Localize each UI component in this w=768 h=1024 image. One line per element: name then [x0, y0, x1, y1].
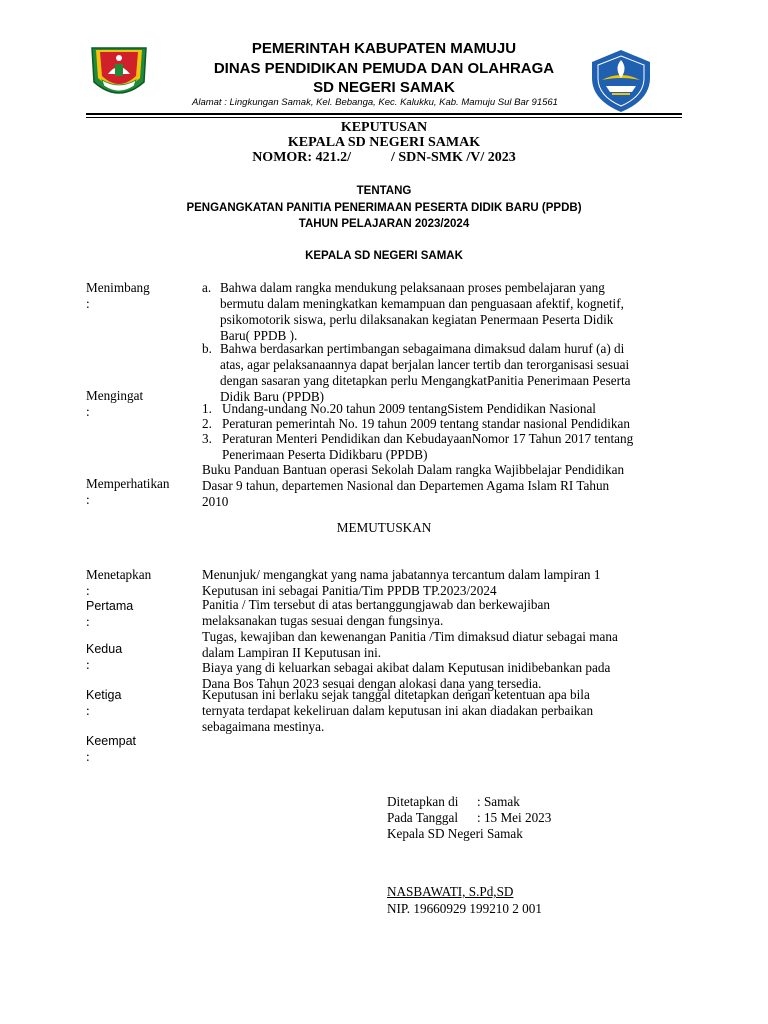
signer-position: Kepala SD Negeri Samak: [387, 826, 523, 841]
menimbang-a-line: psikomotorik siswa, perlu dilaksanakan kegiatan Penermaan Peserta Didik: [220, 312, 614, 327]
letterhead-address: Alamat : Lingkungan Samak, Kel. Bebanga, Kec. Kalukku, Kab. Mamuju Sul Bar 91561: [192, 97, 558, 108]
signer-nip: NIP. 19660929 199210 2 001: [387, 901, 542, 916]
memperhatikan-line: Dasar 9 tahun, departemen Nasional dan Departemen Agama Islam RI Tahun: [202, 478, 610, 493]
kedua-line: Tugas, kewajiban dan kewenangan Panitia /Tim dimaksud diatur sebagai mana: [202, 629, 618, 644]
ditetapkan-label: Ditetapkan di: [387, 794, 459, 809]
menimbang-b-line: dengan sasaran yang ditetapkan perlu MengangkatPanitia Penerimaan Peserta: [220, 373, 631, 388]
menimbang-b-marker: b.: [202, 341, 212, 356]
letterhead-divider-thick: [86, 113, 682, 115]
memperhatikan-line: 2010: [202, 494, 229, 509]
menimbang-a-line: Baru( PPDB ).: [220, 328, 298, 343]
memutuskan-heading: MEMUTUSKAN: [336, 520, 432, 535]
mengingat-item-marker: 3.: [202, 431, 212, 446]
menimbang-colon: :: [86, 296, 90, 311]
tanggal-label: Pada Tanggal: [387, 810, 458, 825]
mengingat-item-line: Peraturan pemerintah No. 19 tahun 2009 tentang standar nasional Pendidikan: [222, 416, 630, 431]
letterhead-government: PEMERINTAH KABUPATEN MAMUJU: [251, 40, 517, 57]
ketiga-line: Biaya yang di keluarkan sebagai akibat dalam Keputusan inidibebankan pada: [202, 660, 611, 675]
menimbang-b-line: atas, agar pelaksanaannya dapat berjalan lancer tertib dan terorganisasi sesuai: [220, 357, 630, 372]
menetapkan-colon: :: [86, 583, 90, 598]
signer-name: NASBAWATI, S.Pd,SD: [387, 884, 514, 899]
menetapkan-line: Keputusan ini sebagai Panitia/Tim PPDB TP.2023/2024: [202, 583, 497, 598]
letterhead-department: DINAS PENDIDIKAN PEMUDA DAN OLAHRAGA: [213, 60, 555, 77]
menimbang-b-line: Bahwa berdasarkan pertimbangan sebagaimana dimaksud dalam huruf (a) di: [220, 341, 625, 356]
pertama-label: Pertama: [86, 599, 134, 613]
menimbang-label: Menimbang: [86, 280, 150, 295]
keempat-line: Keputusan ini berlaku sejak tanggal ditetapkan dengan ketentuan apa bila: [202, 687, 590, 702]
menimbang-a-marker: a.: [202, 280, 212, 295]
menetapkan-label: Menetapkan: [86, 567, 152, 582]
keempat-line: sebagaimana mestinya.: [202, 719, 325, 734]
kedua-label: Kedua: [86, 642, 123, 656]
mengingat-item-marker: 2.: [202, 416, 212, 431]
letterhead-school: SD NEGERI SAMAK: [313, 79, 455, 96]
keempat-label: Keempat: [86, 734, 137, 748]
mengingat-label: Mengingat: [86, 388, 144, 403]
decree-title: KEPUTUSAN: [340, 120, 428, 135]
ketiga-colon: :: [86, 703, 90, 718]
pertama-line: melaksanakan tugas sesuai dengan fungsinya.: [202, 613, 444, 628]
tanggal-value: : 15 Mei 2023: [477, 810, 552, 825]
menimbang-a-line: bermutu dalam meningkatkan kemampuan dan penguasaan afektif, kognetif,: [220, 296, 624, 311]
mengingat-item-marker: 1.: [202, 401, 212, 416]
kedua-colon: :: [86, 657, 90, 672]
menetapkan-line: Menunjuk/ mengangkat yang nama jabatannya tercantum dalam lampiran 1: [202, 567, 601, 582]
memperhatikan-line: Buku Panduan Bantuan operasi Sekolah Dalam rangka Wajibbelajar Pendidikan: [202, 462, 625, 477]
decree-number: [0, 150, 768, 166]
decree-number-suffix: / SDN-SMK /V/ 2023: [390, 150, 516, 165]
pertama-line: Panitia / Tim tersebut di atas bertanggungjawab dan berkewajiban: [202, 597, 550, 612]
mengingat-item-line: Undang-undang No.20 tahun 2009 tentangSistem Pendidikan Nasional: [222, 401, 596, 416]
pertama-colon: :: [86, 614, 90, 629]
mengingat-item-line: Peraturan Menteri Pendidikan dan KebudayaanNomor 17 Tahun 2017 tentang: [222, 431, 634, 446]
letterhead-divider-thin: [86, 117, 682, 118]
decree-number-prefix: NOMOR: 421.2/: [252, 150, 351, 165]
decree-tentang: TENTANG: [356, 185, 412, 197]
menimbang-b-line: Didik Baru (PPDB): [220, 389, 325, 404]
mengingat-colon: :: [86, 404, 90, 419]
keempat-line: ternyata terdapat kekeliruan dalam keputusan ini akan diadakan perbaikan: [202, 703, 594, 718]
kedua-line: dalam Lampiran II Keputusan ini.: [202, 645, 382, 660]
decree-year: TAHUN PELAJARAN 2023/2024: [298, 218, 470, 230]
ditetapkan-value: : Samak: [477, 794, 520, 809]
ketiga-line: Dana Bos Tahun 2023 sesuai dengan alokasi dana yang tersedia.: [202, 676, 542, 691]
ketiga-label: Ketiga: [86, 688, 122, 702]
decree-subject: PENGANGKATAN PANITIA PENERIMAAN PESERTA DIDIK BARU (PPDB): [186, 202, 582, 214]
keempat-colon: :: [86, 749, 90, 764]
menimbang-a-line: Bahwa dalam rangka mendukung pelaksanaan proses pembelajaran yang: [220, 280, 605, 295]
decree-issuer: KEPALA SD NEGERI SAMAK: [305, 250, 463, 262]
memperhatikan-label: Memperhatikan: [86, 476, 170, 491]
mengingat-item-line: Penerimaan Peserta Didikbaru (PPDB): [222, 447, 428, 462]
memperhatikan-colon: :: [86, 492, 90, 507]
decree-issuer-title: KEPALA SD NEGERI SAMAK: [287, 135, 481, 150]
